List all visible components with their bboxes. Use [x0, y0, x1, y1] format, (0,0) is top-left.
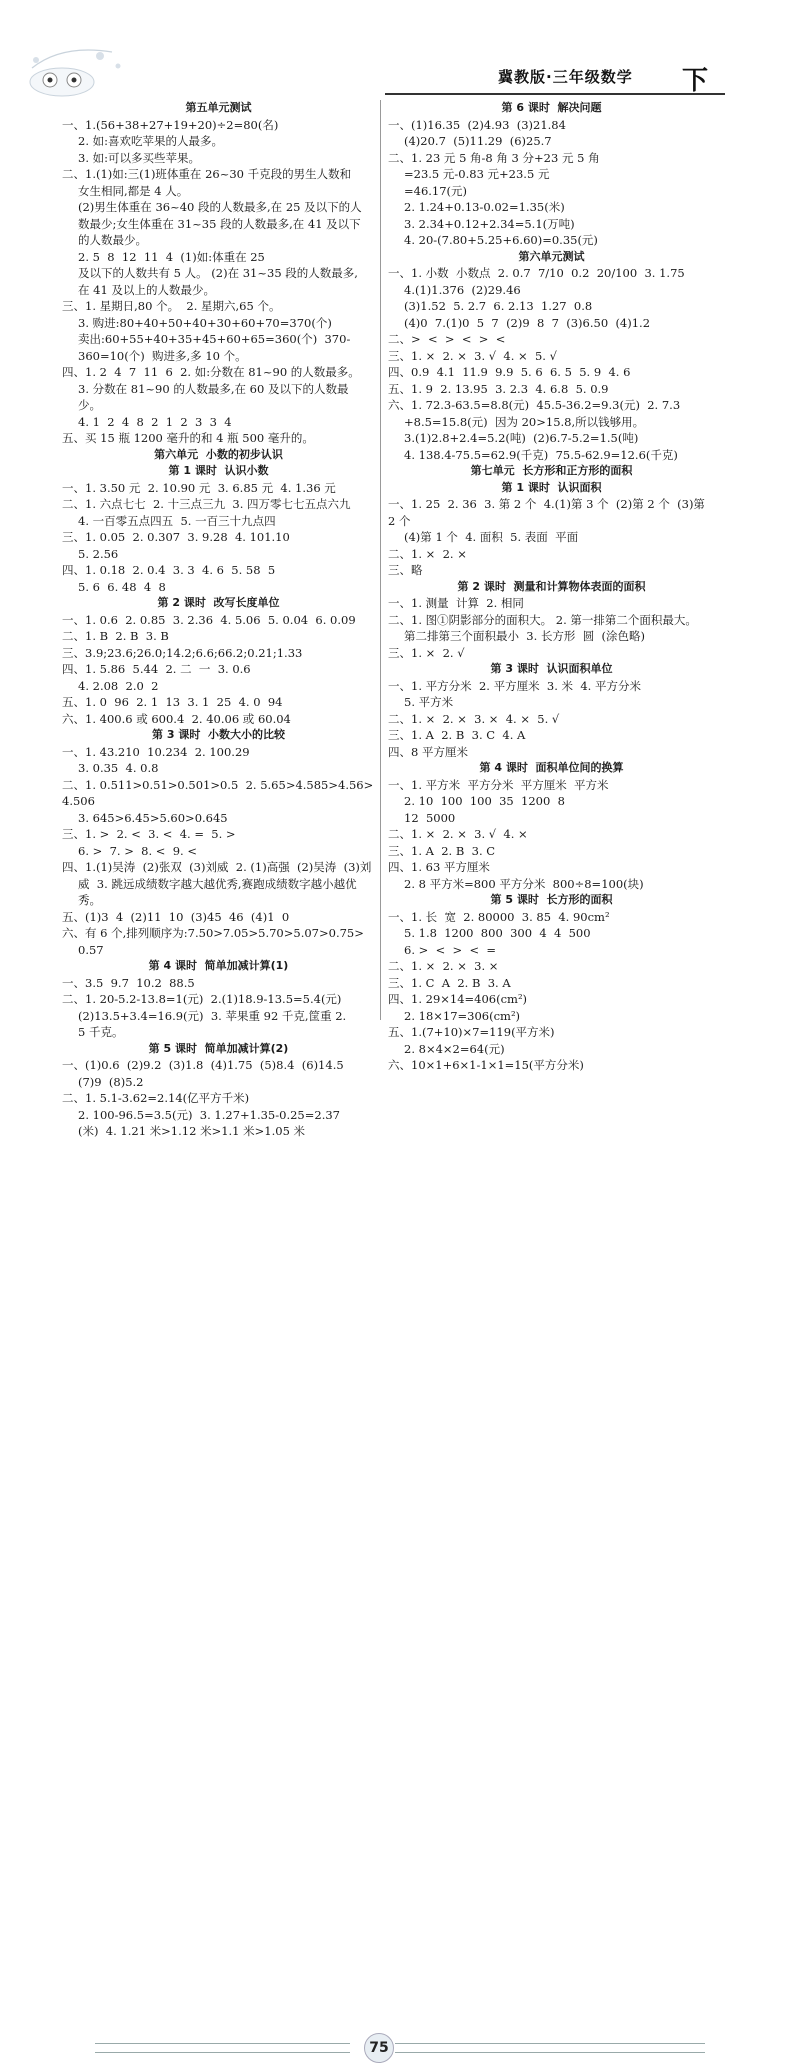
answer-line: 2. 8×4×2=64(元) [404, 1041, 505, 1056]
answer-line: (7)9 (8)5.2 [78, 1074, 144, 1089]
answer-line: (米) 4. 1.21 米>1.12 米>1.1 米>1.05 米 [78, 1124, 306, 1138]
answer-line: 女生相同,都是 4 人。 [78, 183, 189, 198]
answer-line: 数最少;女生体重在 31~35 段的人数最多,在 41 及以下 [78, 216, 361, 231]
answer-line: 五、买 15 瓶 1200 毫升的和 4 瓶 500 毫升的。 [62, 431, 314, 445]
answer-line: 4. 一百零五点四五 5. 一百三十九点四 [78, 513, 276, 528]
answer-line: 少。 [78, 398, 101, 412]
section-title: 第 3 课时 认识面积单位 [490, 662, 613, 675]
answer-line: 六、1. 400.6 或 600.4 2. 40.06 或 60.04 [62, 711, 291, 726]
section-title: 第 5 课时 简单加减计算(2) [148, 1041, 289, 1055]
answer-line: (2)13.5+3.4=16.9(元) 3. 苹果重 92 千克,筐重 2. [78, 1008, 347, 1023]
header-rule [385, 93, 725, 95]
footer-rule-right [395, 2043, 705, 2053]
answer-line: +8.5=15.8(元) 因为 20>15.8,所以钱够用。 [404, 414, 645, 429]
answer-line: 5 千克。 [78, 1025, 124, 1039]
answer-line: 五、1.(7+10)×7=119(平方米) [388, 1025, 555, 1039]
answer-line: 5. 6 6. 48 4 8 [78, 579, 166, 594]
answer-line: 4.(1)1.376 (2)29.46 [404, 282, 521, 297]
answer-line: 四、0.9 4.1 11.9 9.9 5. 6 6. 5 5. 9 4. 6 [388, 365, 631, 379]
answer-line: 二、1. 图①阴影部分的面积大。 2. 第一排第二个面积最大。 [388, 612, 697, 627]
answer-column-left [62, 100, 375, 1140]
answer-line: 威 3. 跳远成绩数字越大越优秀,赛跑成绩数字越小越优 [78, 876, 357, 891]
answer-line: 秀。 [78, 893, 101, 907]
answer-line: 三、1. A 2. B 3. C 4. A [388, 728, 526, 742]
answer-line: 一、1. 平方米 平方分米 平方厘米 平方米 [388, 777, 609, 792]
answer-line: 6. > 7. > 8. < 9. < [78, 843, 197, 858]
answer-line: (2)男生体重在 36~40 段的人数最多,在 25 及以下的人 [78, 200, 362, 214]
footer-rule-left [95, 2043, 350, 2053]
answer-line: 二、1. B 2. B 3. B [62, 629, 169, 643]
answer-line: 三、3.9;23.6;26.0;14.2;6.6;66.2;0.21;1.33 [62, 645, 303, 660]
answer-line: 在 41 及以上的人数最少。 [78, 282, 215, 297]
answer-line: 5. 1.8 1200 800 300 4 4 500 [404, 926, 591, 940]
answer-line: 六、有 6 个,排列顺序为:7.50>7.05>5.70>5.07>0.75> [62, 926, 364, 940]
answer-line: 一、(1)16.35 (2)4.93 (3)21.84 [388, 117, 566, 132]
answer-line: 2. 如:喜欢吃苹果的人最多。 [78, 134, 224, 148]
answer-line: 一、1. 43.210 10.234 2. 100.29 [62, 744, 250, 759]
section-title: 第 2 课时 测量和计算物体表面的面积 [457, 579, 646, 593]
answer-line: 四、1. 0.18 2. 0.4 3. 3 4. 6 5. 58 5 [62, 563, 276, 577]
section-title: 第 6 课时 解决问题 [501, 101, 602, 114]
answer-line: 12 5000 [404, 810, 456, 825]
answer-column-right [388, 100, 715, 1074]
answer-line: =46.17(元) [404, 183, 468, 198]
section-title: 第五单元测试 [185, 101, 252, 114]
answer-line: 360=10(个) 购进多,多 10 个。 [78, 348, 247, 363]
answer-line: 2. 8 平方米=800 平方分米 800÷8=100(块) [404, 876, 644, 891]
answer-line: 及以下的人数共有 5 人。 (2)在 31~35 段的人数最多, [78, 266, 358, 280]
answer-line: 一、1. 25 2. 36 3. 第 2 个 4.(1)第 3 个 (2)第 2 个 (3)第 2 个 [388, 497, 709, 528]
answer-line: 5. 2.56 [78, 546, 119, 561]
section-title: 第 4 课时 面积单位间的换算 [479, 761, 624, 774]
cartoon-logo-icon [22, 38, 142, 100]
answer-line: 三、1. × 2. √ [388, 645, 465, 660]
answer-line: 二、1.(1)如:三(1)班体重在 26~30 千克段的男生人数和 [62, 167, 352, 181]
answer-line: 五、1. 9 2. 13.95 3. 2.3 4. 6.8 5. 0.9 [388, 381, 609, 396]
page-header [0, 0, 800, 100]
answer-line: 2. 100-96.5=3.5(元) 3. 1.27+1.35-0.25=2.37 [78, 1107, 340, 1122]
answer-line: 一、1. 3.50 元 2. 10.90 元 3. 6.85 元 4. 1.36 元 [62, 480, 336, 495]
answer-line: 卖出:60+55+40+35+45+60+65=360(个) 370- [78, 332, 351, 346]
answer-line: 二、> < > < > < [388, 332, 506, 346]
answer-line: 五、(1)3 4 (2)11 10 (3)45 46 (4)1 0 [62, 909, 290, 924]
answer-line: 三、略 [388, 563, 423, 577]
answer-line: 四、1. 5.86 5.44 2. 二 一 3. 0.6 [62, 662, 251, 676]
section-title: 第 2 课时 改写长度单位 [157, 596, 280, 609]
answer-line: 第二排第三个面积最小 3. 长方形 圆 (涂色略) [404, 629, 646, 643]
answer-line: 四、8 平方厘米 [388, 744, 468, 759]
answer-line: 三、1. > 2. < 3. < 4. = 5. > [62, 827, 236, 841]
answer-line: 三、1. × 2. × 3. √ 4. × 5. √ [388, 348, 557, 363]
answer-line: 三、1. 0.05 2. 0.307 3. 9.28 4. 101.10 [62, 530, 290, 544]
answer-line: 4. 2.08 2.0 2 [78, 678, 159, 693]
section-title: 第 4 课时 简单加减计算(1) [148, 959, 289, 972]
page-number: 75 [364, 2033, 394, 2063]
section-title: 第 5 课时 长方形的面积 [490, 893, 613, 906]
answer-line: 6. > < > < = [404, 942, 497, 957]
answer-line: 五、1. 0 96 2. 1 13 3. 1 25 4. 0 94 [62, 695, 283, 709]
section-title: 第 1 课时 认识小数 [168, 464, 269, 477]
answer-line: 三、1. C A 2. B 3. A [388, 975, 511, 990]
answer-line: (4)20.7 (5)11.29 (6)25.7 [404, 134, 552, 148]
answer-line: 一、1. 长 宽 2. 80000 3. 85 4. 90cm² [388, 909, 610, 924]
answer-line: 一、1. 小数 小数点 2. 0.7 7/10 0.2 20/100 3. 1.75 [388, 266, 685, 280]
section-title: 第 3 课时 小数大小的比较 [152, 728, 285, 741]
answer-line: (4)第 1 个 4. 面积 5. 表面 平面 [404, 530, 579, 544]
answer-line: 3. 分数在 81~90 的人数最多,在 60 及以下的人数最 [78, 381, 349, 396]
answer-line: 3. 如:可以多买些苹果。 [78, 150, 201, 165]
answer-line: 二、1. 23 元 5 角-8 角 3 分+23 元 5 角 [388, 150, 600, 165]
section-title: 第六单元测试 [518, 249, 585, 263]
answer-line: 0.57 [78, 942, 104, 957]
answer-line: 四、1. 2 4 7 11 6 2. 如:分数在 81~90 的人数最多。 [62, 365, 360, 379]
answer-line: 4. 138.4-75.5=62.9(千克) 75.5-62.9=12.6(千克) [404, 447, 678, 462]
answer-line: =23.5 元-0.83 元+23.5 元 [404, 167, 550, 181]
section-title: 第 1 课时 认识面积 [501, 480, 602, 494]
answer-line: 二、1. 0.511>0.51>0.501>0.5 2. 5.65>4.585>4.56>4.506 [62, 777, 374, 808]
answer-line: 一、1. 平方分米 2. 平方厘米 3. 米 4. 平方分米 [388, 678, 641, 693]
answer-line: 3.(1)2.8+2.4=5.2(吨) (2)6.7-5.2=1.5(吨) [404, 431, 639, 445]
section-title: 第七单元 长方形和正方形的面积 [470, 464, 633, 477]
answer-line: 一、1. 测量 计算 2. 相同 [388, 596, 524, 610]
answer-line: 一、1.(56+38+27+19+20)÷2=80(名) [62, 117, 279, 132]
answer-line: 3. 645>6.45>5.60>0.645 [78, 810, 228, 825]
answer-line: 3. 购进:80+40+50+40+30+60+70=370(个) [78, 315, 332, 330]
answer-line: 三、1. 星期日,80 个。 2. 星期六,65 个。 [62, 299, 281, 313]
answer-line: 四、1. 29×14=406(cm²) [388, 992, 528, 1006]
answer-line: 3. 2.34+0.12+2.34=5.1(万吨) [404, 216, 575, 231]
book-title: 冀教版·三年级数学 [498, 68, 633, 86]
volume-mark: 下 [682, 66, 709, 96]
column-divider [380, 100, 381, 1020]
answer-line: 二、1. 5.1-3.62=2.14(亿平方千米) [62, 1091, 250, 1105]
answer-line: 二、1. × 2. × 3. × [388, 959, 499, 973]
answer-line: 一、1. 0.6 2. 0.85 3. 2.36 4. 5.06 5. 0.04 6. 0.09 [62, 612, 356, 627]
answer-line: 六、10×1+6×1-1×1=15(平方分米) [388, 1058, 584, 1072]
answer-line: 一、(1)0.6 (2)9.2 (3)1.8 (4)1.75 (5)8.4 (6)14.5 [62, 1058, 344, 1072]
answer-line: (3)1.52 5. 2.7 6. 2.13 1.27 0.8 [404, 299, 593, 313]
answer-line: 3. 0.35 4. 0.8 [78, 761, 159, 775]
answer-line: 的人数最少。 [78, 233, 147, 247]
answer-line: 四、1.(1)吴涛 (2)张双 (3)刘威 2. (1)高强 (2)吴涛 (3)刘 [62, 860, 372, 874]
answer-line: 三、1. A 2. B 3. C [388, 843, 496, 858]
answer-line: 二、1. 20-5.2-13.8=1(元) 2.(1)18.9-13.5=5.4(元) [62, 992, 342, 1006]
answer-line: 2. 10 100 100 35 1200 8 [404, 794, 565, 808]
answer-line: 2. 18×17=306(cm²) [404, 1008, 521, 1023]
answer-line: (4)0 7.(1)0 5 7 (2)9 8 7 (3)6.50 (4)1.2 [404, 315, 651, 330]
answer-line: 二、1. × 2. × 3. √ 4. × [388, 827, 528, 841]
answer-line: 2. 1.24+0.13-0.02=1.35(米) [404, 200, 565, 214]
answer-line: 六、1. 72.3-63.5=8.8(元) 45.5-36.2=9.3(元) 2. 7.3 [388, 398, 681, 412]
answer-line: 四、1. 63 平方厘米 [388, 860, 490, 874]
answer-line: 二、1. 六点七七 2. 十三点三九 3. 四万零七七五点六九 [62, 497, 351, 511]
answer-line: 4. 1 2 4 8 2 1 2 3 3 4 [78, 414, 232, 429]
answer-line: 2. 5 8 12 11 4 (1)如:体重在 25 [78, 249, 265, 264]
answer-line: 5. 平方米 [404, 695, 454, 709]
section-title: 第六单元 小数的初步认识 [154, 447, 283, 461]
answer-line: 4. 20-(7.80+5.25+6.60)=0.35(元) [404, 233, 598, 247]
answer-line: 一、3.5 9.7 10.2 88.5 [62, 975, 195, 990]
answer-line: 二、1. × 2. × 3. × 4. × 5. √ [388, 711, 560, 726]
answer-line: 二、1. × 2. × [388, 546, 467, 561]
